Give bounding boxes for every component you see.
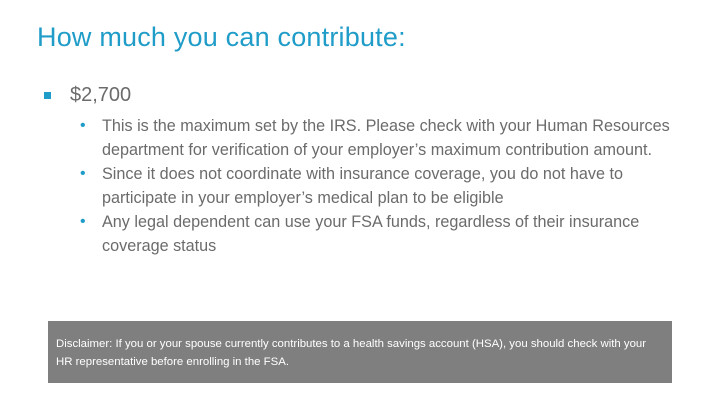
- main-point: [44, 84, 131, 107]
- slide-title: How much you can contribute:: [37, 22, 406, 52]
- sub-point-text: This is the maximum set by the IRS. Please check with your Human Resources department for verification of your employer’s maximum contribution amount.: [102, 117, 670, 159]
- round-bullet-icon: •: [80, 213, 86, 230]
- disclaimer-box: [48, 321, 672, 383]
- square-bullet-icon: [44, 92, 51, 99]
- sub-point: [77, 162, 677, 210]
- round-bullet-icon: •: [80, 117, 86, 134]
- round-bullet-icon: •: [80, 165, 86, 182]
- sub-point-list: [77, 114, 677, 258]
- sub-point: [77, 114, 677, 162]
- sub-point: [77, 210, 677, 258]
- disclaimer-text: Disclaimer: If you or your spouse currently contributes to a health savings account (HSA), you should check with your HR representative before enrolling in the FSA.: [56, 338, 647, 368]
- sub-point-text: Since it does not coordinate with insurance coverage, you do not have to participate in your employer’s medical plan to be eligible: [102, 165, 624, 207]
- main-point-text: $2,700: [70, 84, 132, 106]
- sub-point-text: Any legal dependent can use your FSA funds, regardless of their insurance coverage status: [102, 213, 640, 255]
